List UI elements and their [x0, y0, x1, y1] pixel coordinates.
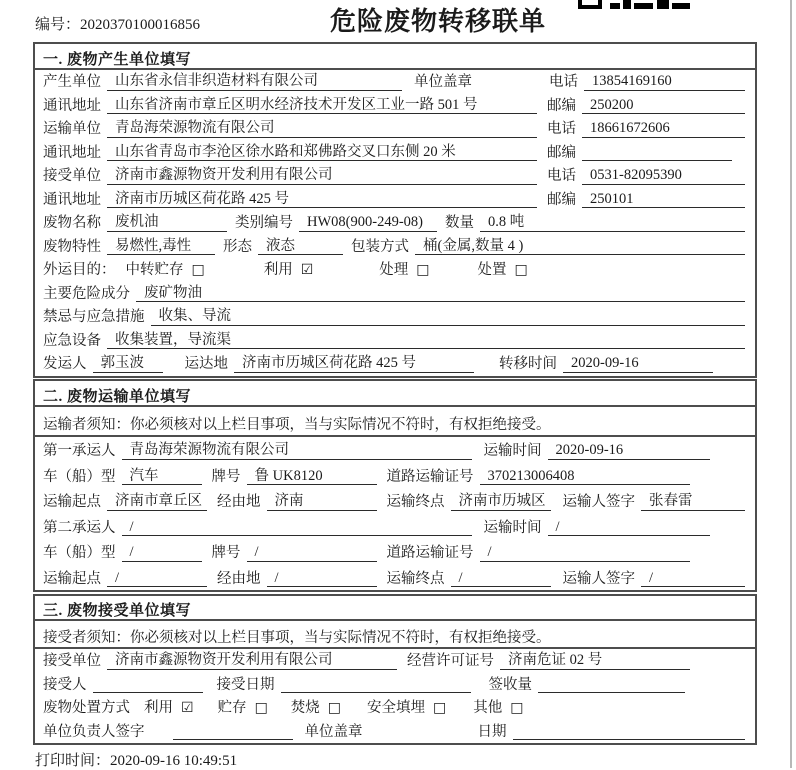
section-producer — [33, 42, 757, 378]
category-value: HW08(900-249-08) — [299, 214, 437, 231]
producer-label: 产生单位 — [43, 74, 101, 91]
via-label: 经由地 — [217, 570, 261, 587]
row-disposal-method — [35, 696, 755, 720]
carrier-sign-label: 运输人签字 — [562, 494, 635, 511]
receiver-notice: 接受者须知：你必须核对以上栏目事项，当与实际情况不符时，有权拒绝接受。 — [35, 621, 755, 649]
shipper-value: 郭玉波 — [93, 355, 163, 372]
end-value: 济南市历城区 — [451, 493, 551, 510]
serial-number — [35, 13, 200, 34]
origin-value: / — [107, 570, 207, 587]
road-license-value: / — [480, 544, 691, 561]
purpose-option-utilize — [264, 262, 314, 278]
row-receiver — [35, 164, 755, 188]
unit-seal-label: 单位盖章 — [414, 74, 472, 91]
row-responsible-sign — [35, 720, 755, 744]
character-value: 易燃性,毒性 — [107, 238, 215, 255]
carrier-value: / — [122, 519, 472, 536]
row-receiver-address — [35, 188, 755, 212]
row-taboo-measures — [35, 305, 755, 329]
row-hazard-component — [35, 282, 755, 306]
address-value: 济南市历城区荷花路 425 号 — [107, 191, 537, 208]
phone-value: 0531-82095390 — [582, 167, 745, 184]
row-transporter-address — [35, 141, 755, 165]
page-title: 危险废物转移联单 — [330, 7, 547, 36]
plate-value: / — [247, 544, 377, 561]
plate-value: 鲁 UK8120 — [247, 468, 377, 485]
zip-value — [582, 145, 732, 161]
address-label: 通讯地址 — [43, 97, 101, 114]
row-outbound-purpose — [35, 258, 755, 282]
category-label: 类别编号 — [235, 215, 293, 232]
zip-label: 邮编 — [547, 97, 576, 114]
row-accept-unit — [35, 649, 755, 673]
hazard-label: 主要危险成分 — [43, 285, 130, 302]
vehicle-type-value: / — [122, 544, 202, 561]
address-label: 通讯地址 — [43, 191, 101, 208]
transporter-notice: 运输者须知：你必须核对以上栏目事项，当与实际情况不符时，有权拒绝接受。 — [35, 407, 755, 437]
print-time-label: 打印时间： — [35, 753, 111, 769]
zip-label: 邮编 — [547, 144, 576, 161]
destination-label: 运达地 — [184, 356, 228, 373]
received-qty-value — [538, 677, 685, 693]
responsible-sign-label: 单位负责人签字 — [43, 723, 145, 740]
acceptor-value — [93, 677, 203, 693]
disposal-option-storage — [218, 700, 268, 716]
option-label: 其他 — [473, 700, 503, 717]
row-acceptor — [35, 673, 755, 697]
row-first-route — [35, 488, 755, 514]
checkbox-unchecked-icon: □ — [510, 699, 524, 716]
road-license-label: 道路运输证号 — [386, 468, 474, 485]
character-label: 废物特性 — [43, 238, 101, 255]
disposal-option-other — [473, 700, 523, 716]
carrier-label: 第二承运人 — [43, 519, 116, 536]
row-second-carrier — [35, 514, 755, 540]
address-value: 山东省济南市章丘区明水经济技术开发区工业一路 501 号 — [107, 97, 537, 114]
print-time — [35, 749, 237, 770]
plate-label: 牌号 — [211, 545, 241, 562]
option-label: 贮存 — [217, 700, 247, 717]
destination-value: 济南市历城区荷花路 425 号 — [234, 355, 474, 372]
date-label: 日期 — [477, 723, 507, 740]
phone-label: 电话 — [549, 74, 578, 91]
taboo-value: 收集、导流 — [151, 308, 746, 325]
option-label: 处理 — [379, 262, 409, 279]
checkbox-checked-icon: ☑ — [300, 261, 314, 278]
origin-value: 济南市章丘区 — [107, 493, 207, 510]
checkbox-unchecked-icon: □ — [327, 699, 342, 716]
checkbox-unchecked-icon: □ — [191, 261, 205, 278]
packing-value: 桶(金属,数量 4 ) — [415, 238, 745, 255]
road-license-label: 道路运输证号 — [386, 545, 474, 562]
end-value: / — [451, 570, 551, 587]
accept-unit-value: 济南市鑫源物资开发利用有限公司 — [107, 652, 397, 669]
option-label: 焚烧 — [290, 700, 320, 717]
received-qty-label: 签收量 — [488, 676, 532, 693]
phone-label: 电话 — [547, 168, 576, 185]
checkbox-unchecked-icon: □ — [416, 261, 430, 278]
section2-title: 二. 废物运输单位填写 — [35, 381, 755, 407]
quantity-value: 0.8 吨 — [480, 214, 745, 231]
unit-seal-label: 单位盖章 — [304, 723, 363, 740]
receiver-value: 济南市鑫源物资开发利用有限公司 — [107, 167, 537, 184]
equipment-value: 收集装置，导流渠 — [107, 332, 745, 349]
address-label: 通讯地址 — [43, 144, 101, 161]
carrier-label: 第一承运人 — [43, 443, 116, 460]
packing-label: 包装方式 — [351, 238, 409, 255]
option-label: 利用 — [144, 700, 173, 717]
row-first-carrier — [35, 437, 755, 463]
carrier-sign-label: 运输人签字 — [562, 570, 635, 587]
date-value — [513, 724, 746, 740]
transport-time-value: / — [548, 519, 711, 536]
section-transporter — [33, 379, 757, 592]
phone-value: 18661672606 — [582, 120, 745, 137]
waste-name-value: 废机油 — [107, 214, 227, 231]
transporter-label: 运输单位 — [43, 121, 101, 138]
permit-value: 济南危证 02 号 — [500, 652, 690, 669]
accept-date-label: 接受日期 — [216, 676, 275, 693]
origin-label: 运输起点 — [43, 570, 101, 587]
row-shipper — [35, 352, 755, 376]
section3-title: 三. 废物接受单位填写 — [35, 596, 755, 621]
taboo-label: 禁忌与应急措施 — [43, 309, 145, 326]
permit-label: 经营许可证号 — [407, 653, 494, 670]
row-first-vehicle — [35, 463, 755, 489]
purpose-option-dispose — [478, 262, 528, 278]
row-emergency-equipment — [35, 329, 755, 353]
waste-name-label: 废物名称 — [43, 215, 101, 232]
purpose-option-transfer-storage — [126, 262, 205, 278]
transport-time-label: 运输时间 — [483, 443, 542, 460]
zip-label: 邮编 — [547, 191, 576, 208]
responsible-sign-value — [173, 724, 293, 740]
end-label: 运输终点 — [386, 570, 445, 587]
carrier-sign-value: / — [641, 570, 745, 587]
row-waste-character — [35, 235, 755, 259]
transporter-value: 青岛海荣源物流有限公司 — [107, 120, 537, 137]
hazard-value: 废矿物油 — [136, 285, 745, 302]
option-label: 处置 — [477, 262, 507, 279]
transport-time-value: 2020-09-16 — [548, 442, 711, 459]
checkbox-unchecked-icon: □ — [433, 699, 447, 716]
transfer-time-label: 转移时间 — [499, 356, 557, 373]
accept-date-value — [281, 677, 471, 693]
row-second-vehicle — [35, 539, 755, 565]
row-transporter — [35, 117, 755, 141]
transport-time-label: 运输时间 — [483, 519, 542, 536]
checkbox-unchecked-icon: □ — [514, 261, 528, 278]
option-label: 安全填埋 — [367, 700, 426, 717]
row-producer-address — [35, 94, 755, 118]
row-producer — [35, 70, 755, 94]
producer-value: 山东省永信非织造材料有限公司 — [107, 73, 402, 90]
section1-title: 一. 废物产生单位填写 — [35, 44, 755, 70]
form-label: 形态 — [223, 238, 252, 255]
checkbox-unchecked-icon: □ — [254, 699, 268, 716]
via-value: 济南 — [267, 493, 377, 510]
disposal-label: 废物处置方式 — [43, 700, 130, 717]
vehicle-type-label: 车（船）型 — [43, 545, 116, 562]
checkbox-checked-icon: ☑ — [181, 699, 194, 716]
purpose-option-treat — [379, 262, 429, 278]
disposal-option-landfill — [367, 700, 446, 716]
quantity-label: 数量 — [445, 215, 474, 232]
via-label: 经由地 — [217, 494, 261, 511]
disposal-option-utilize — [144, 700, 194, 716]
section-receiver — [33, 594, 757, 745]
purpose-label: 外运目的： — [43, 262, 116, 279]
disposal-option-incinerate — [291, 700, 341, 716]
equipment-label: 应急设备 — [43, 332, 101, 349]
form-value: 液态 — [258, 238, 343, 255]
carrier-value: 青岛海荣源物流有限公司 — [122, 442, 472, 459]
end-label: 运输终点 — [386, 494, 445, 511]
plate-label: 牌号 — [211, 468, 241, 485]
serial-value: 2020370100016856 — [80, 17, 201, 33]
carrier-sign-value: 张春雷 — [641, 493, 745, 510]
shipper-label: 发运人 — [43, 356, 87, 373]
accept-unit-label: 接受单位 — [43, 653, 101, 670]
acceptor-label: 接受人 — [43, 676, 87, 693]
page-edge-line — [790, 0, 792, 768]
transfer-time-value: 2020-09-16 — [563, 355, 713, 372]
print-time-value: 2020-09-16 10:49:51 — [110, 753, 238, 769]
zip-value: 250101 — [582, 191, 745, 208]
zip-value: 250200 — [582, 97, 745, 114]
option-label: 中转贮存 — [125, 262, 184, 279]
row-waste-name — [35, 211, 755, 235]
qr-code-fragment — [578, 0, 690, 10]
vehicle-type-value: 汽车 — [122, 468, 202, 485]
row-second-route — [35, 565, 755, 591]
road-license-value: 370213006408 — [480, 468, 691, 485]
phone-label: 电话 — [547, 121, 576, 138]
address-value: 山东省青岛市李沧区徐水路和郑佛路交叉口东侧 20 米 — [107, 144, 537, 161]
serial-label: 编号： — [35, 17, 81, 33]
via-value: / — [267, 570, 377, 587]
receiver-label: 接受单位 — [43, 168, 101, 185]
phone-value: 13854169160 — [584, 73, 745, 90]
origin-label: 运输起点 — [43, 494, 101, 511]
vehicle-type-label: 车（船）型 — [43, 468, 116, 485]
option-label: 利用 — [263, 262, 293, 279]
